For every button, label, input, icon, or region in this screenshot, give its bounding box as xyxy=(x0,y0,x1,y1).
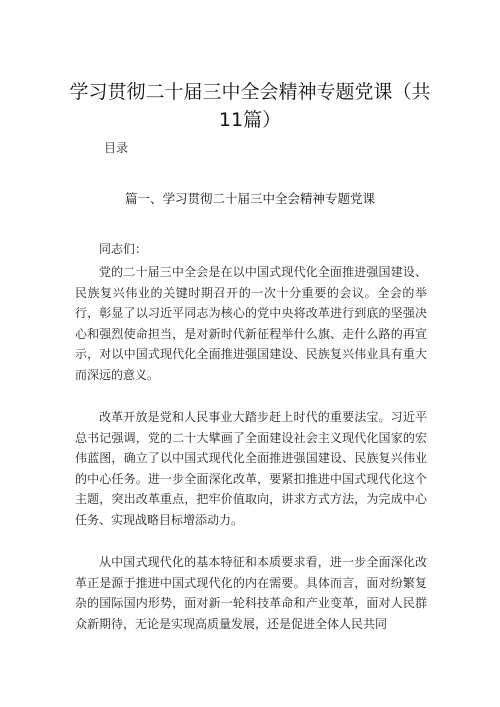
salutation: 同志们： xyxy=(99,242,148,256)
body-paragraph-1: 党的二十届三中全会是在以中国式现代化全面推进强国建设、民族复兴伟业的关键时期召开的一次十分重要的会议。全会的举行，彰显了以习近平同志为核心的党中央将改革进行到底的坚强决心和强烈使命担当，是对新时代新征程举什么旗、走什么路的再宣示，对以中国式现代化全面推进强国建设、民族复兴伟业具有重大而深远的意义。 xyxy=(75,265,427,382)
document-title: 学习贯彻二十届三中全会精神专题党课（共11篇） xyxy=(69,81,431,131)
section-title: 篇一、学习贯彻二十届三中全会精神专题党课 xyxy=(124,191,375,206)
body-paragraph-2: 改革开放是党和人民事业大踏步赶上时代的重要法宝。习近平总书记强调，党的二十大擘画了全面建设社会主义现代化国家的宏伟蓝图，确立了以中国式现代化全面推进强国建设、民族复兴伟业的中心任务。进一步全面深化改革，要紧扣推进中国式现代化这个主题，突出改革重点，把牢价值取向，讲求方式方法，为完成中心任务、实现战略目标增添动力。 xyxy=(75,410,427,527)
body-paragraph-3: 从中国式现代化的基本特征和本质要求看，进一步全面深化改革正是源于推进中国式现代化的内在需要。具体而言，面对纷繁复杂的国际国内形势，面对新一轮科技革命和产业变革，面对人民群众新期待，无论是实现高质量发展，还是促进全体人民共同 xyxy=(75,555,427,631)
toc-label: 目录 xyxy=(104,141,129,155)
